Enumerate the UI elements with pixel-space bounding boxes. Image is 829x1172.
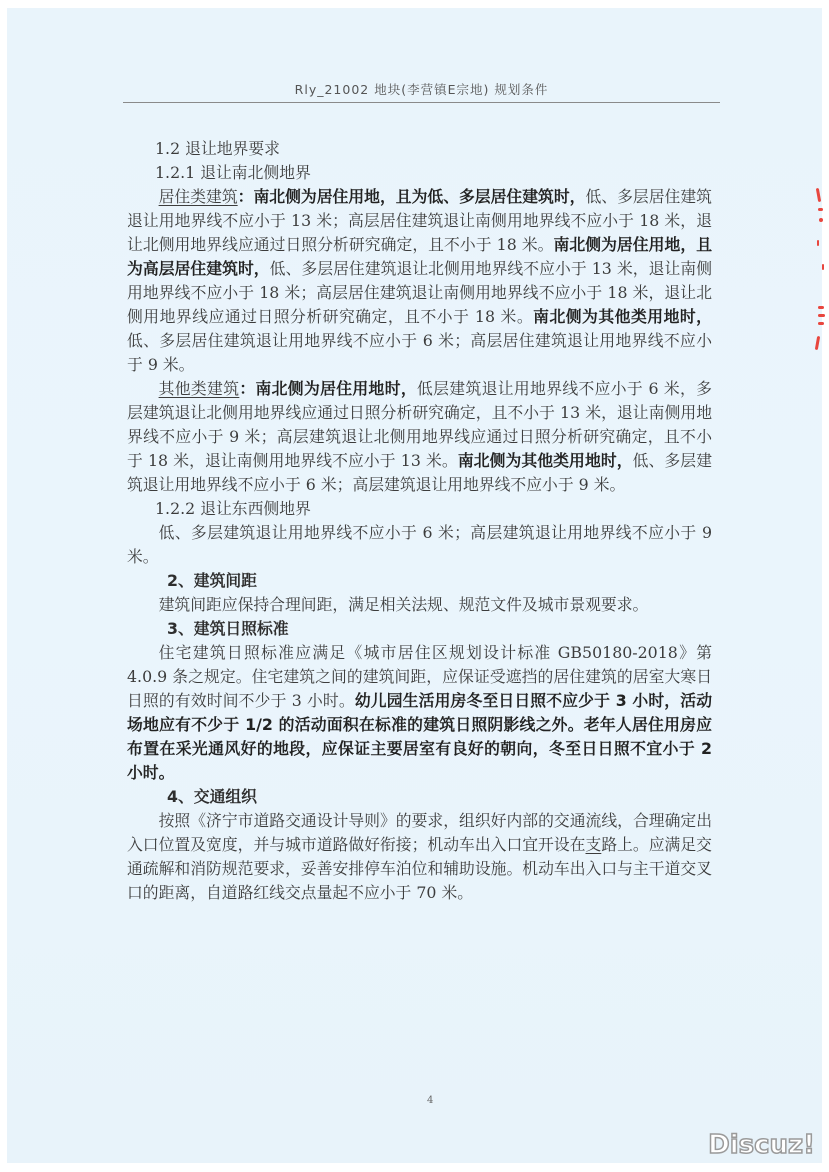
red-seal-stamp-fragment <box>815 188 827 358</box>
page-header-title: Rly_21002 地块(李营镇E宗地) 规划条件 <box>294 82 549 97</box>
traffic-organization-paragraph <box>127 809 712 905</box>
rule-text: 低、多层居住建筑退让用地界线不应小于 6 米；高层居住建筑退让用地界线不应小于 9 米。 <box>127 331 712 374</box>
sunlight-standard-paragraph <box>127 641 712 785</box>
bold-condition: 南北侧为居住用地，且为高层居住建筑时， <box>127 235 712 278</box>
rule-text: 路上。应满足交通疏解和消防规范要求，妥善安排停车泊位和辅助设施。机动车出入口与主干道交叉口的距离，自道路红线交点量起不应小于 70 米。 <box>127 835 712 902</box>
section-1-2-2-title: 1.2.2 退让东西侧地界 <box>155 499 311 518</box>
other-building-label: 其他类建筑 <box>158 379 240 398</box>
bold-condition: 南北侧为居住用地时， <box>255 379 417 398</box>
discuz-watermark: Discuz! <box>708 1130 815 1160</box>
section-2-title: 2、建筑间距 <box>167 571 257 590</box>
east-west-setback-paragraph: 低、多层建筑退让用地界线不应小于 6 米；高层建筑退让用地界线不应小于 9 米。 <box>127 523 712 566</box>
other-building-setback-paragraph <box>127 377 712 497</box>
residential-setback-paragraph <box>127 185 712 377</box>
bold-rule: 幼儿园生活用房冬至日日照不应少于 3 小时，活动场地应有不少于 1/2 的活动面积在标准的建筑日照阴影线之外。老年人居住用房应布置在采光通风好的地段，应保证主要居室有良好的朝向，冬至日日照不宜小于 2 小时。 <box>127 691 712 782</box>
residential-label: 居住类建筑 <box>158 187 238 206</box>
section-1-2-title: 1.2 退让地界要求 <box>155 139 280 158</box>
rule-text: 住宅建筑日照标准应满足《城市居住区规划设计标准 GB50180-2018》第 4.0.9 条之规定。住宅建筑之间的建筑间距，应保证受遮挡的居住建筑的居室大寒日日照的有效时间不少于 3 小时。 <box>127 643 712 710</box>
rule-text: 低、多层居住建筑退让北侧用地界线不应小于 13 米，退让南侧用地界线不应小于 18 米；高层居住建筑退让南侧用地界线不应小于 18 米，退让北侧用地界线应通过日照分析研究确定，且不小于 18 米。 <box>127 259 712 326</box>
scanned-page <box>7 8 822 1163</box>
bold-condition: 南北侧为其他类用地时， <box>533 307 712 326</box>
section-4-title: 4、交通组织 <box>167 787 257 806</box>
rule-text: 低、多层建筑退让用地界线不应小于 6 米；高层建筑退让用地界线不应小于 9 米。 <box>127 451 712 494</box>
header-divider <box>123 102 720 103</box>
label-colon: ： <box>239 379 256 398</box>
bold-condition: 南北侧为其他类用地时， <box>457 451 633 470</box>
bold-condition: 南北侧为居住用地，且为低、多层居住建筑时， <box>253 187 586 206</box>
page-number: 4 <box>427 1095 434 1106</box>
building-spacing-paragraph: 建筑间距应保持合理间距，满足相关法规、规范文件及城市景观要求。 <box>158 595 649 614</box>
rule-text: 低、多层居住建筑退让用地界线不应小于 13 米；高层居住建筑退让南侧用地界线不应小于 18 米，退让北侧用地界线应通过日照分析研究确定，且不小于 18 米。 <box>127 187 712 254</box>
label-colon: ： <box>237 187 254 206</box>
rule-text: 按照《济宁市道路交通设计导则》的要求，组织好内部的交通流线，合理确定出入口位置及宽度，并与城市道路做好衔接；机动车出入口宜开设在 <box>127 811 712 854</box>
rule-text: 低层建筑退让用地界线不应小于 6 米，多层建筑退让北侧用地界线应通过日照分析研究确定，且不小于 13 米，退让南侧用地界线不应小于 9 米；高层建筑退让北侧用地界线应通过日照分析研究确定，且不小于 18 米，退让南侧用地界线不应小于 13 米。 <box>127 379 712 470</box>
section-3-title: 3、建筑日照标准 <box>167 619 289 638</box>
document-body <box>127 137 712 905</box>
underlined-word: 支 <box>585 835 602 854</box>
section-1-2-1-title: 1.2.1 退让南北侧地界 <box>155 163 311 182</box>
